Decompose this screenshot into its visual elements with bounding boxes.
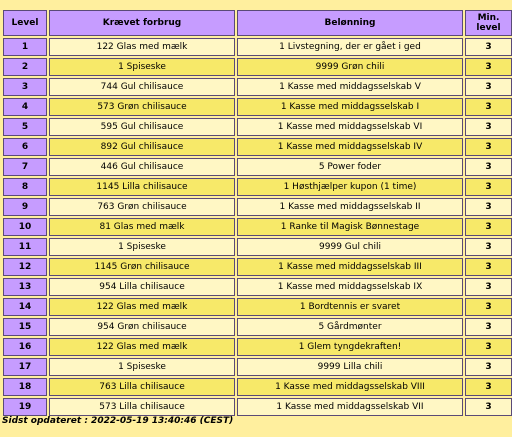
- min-level-cell: 3: [465, 258, 512, 276]
- table-body: [3, 38, 512, 416]
- min-level-cell: 3: [465, 78, 512, 96]
- min-level-cell: 3: [465, 278, 512, 296]
- level-cell: 12: [3, 258, 47, 276]
- table-row: [3, 238, 512, 256]
- level-cell: 11: [3, 238, 47, 256]
- level-cell: 1: [3, 38, 47, 56]
- table-row: [3, 358, 512, 376]
- min-level-cell: 3: [465, 298, 512, 316]
- requirement-cell: 573 Grøn chilisauce: [49, 98, 235, 116]
- reward-cell: 1 Kasse med middagsselskab IX: [237, 278, 463, 296]
- table-row: [3, 198, 512, 216]
- requirement-cell: 1 Spiseske: [49, 238, 235, 256]
- requirement-cell: 122 Glas med mælk: [49, 298, 235, 316]
- reward-cell: 1 Kasse med middagsselskab VII: [237, 398, 463, 416]
- table-row: [3, 258, 512, 276]
- requirement-cell: 763 Grøn chilisauce: [49, 198, 235, 216]
- requirement-cell: 1145 Grøn chilisauce: [49, 258, 235, 276]
- reward-cell: 5 Power foder: [237, 158, 463, 176]
- reward-cell: 1 Livstegning, der er gået i ged: [237, 38, 463, 56]
- level-cell: 16: [3, 338, 47, 356]
- reward-cell: 9999 Gul chili: [237, 238, 463, 256]
- min-level-cell: 3: [465, 338, 512, 356]
- min-level-column-header: [465, 10, 512, 36]
- level-cell: 5: [3, 118, 47, 136]
- min-level-cell: 3: [465, 38, 512, 56]
- min-level-cell: 3: [465, 158, 512, 176]
- table-row: [3, 38, 512, 56]
- min-level-cell: 3: [465, 358, 512, 376]
- reward-cell: 1 Høsthjælper kupon (1 time): [237, 178, 463, 196]
- table-row: [3, 118, 512, 136]
- quest-table: [1, 8, 512, 418]
- reward-cell: 5 Gårdmønter: [237, 318, 463, 336]
- min-level-cell: 3: [465, 218, 512, 236]
- level-cell: 4: [3, 98, 47, 116]
- requirement-cell: 122 Glas med mælk: [49, 38, 235, 56]
- reward-cell: 1 Kasse med middagsselskab VIII: [237, 378, 463, 396]
- table-row: [3, 318, 512, 336]
- min-level-cell: 3: [465, 398, 512, 416]
- requirement-cell: 1 Spiseske: [49, 58, 235, 76]
- min-level-cell: 3: [465, 98, 512, 116]
- reward-cell: 9999 Grøn chili: [237, 58, 463, 76]
- level-cell: 17: [3, 358, 47, 376]
- min-level-cell: 3: [465, 238, 512, 256]
- level-cell: 2: [3, 58, 47, 76]
- table-row: [3, 98, 512, 116]
- table-row: [3, 138, 512, 156]
- reward-cell: 1 Bordtennis er svaret: [237, 298, 463, 316]
- reward-cell: 1 Kasse med middagsselskab II: [237, 198, 463, 216]
- reward-cell: 1 Kasse med middagsselskab I: [237, 98, 463, 116]
- min-level-cell: 3: [465, 178, 512, 196]
- reward-cell: 9999 Lilla chili: [237, 358, 463, 376]
- table-row: [3, 398, 512, 416]
- min-level-header-line2: level: [476, 23, 501, 33]
- requirement-cell: 573 Lilla chilisauce: [49, 398, 235, 416]
- table-row: [3, 378, 512, 396]
- reward-column-header: Belønning: [237, 10, 463, 36]
- reward-cell: 1 Kasse med middagsselskab IV: [237, 138, 463, 156]
- level-cell: 10: [3, 218, 47, 236]
- level-cell: 14: [3, 298, 47, 316]
- min-level-cell: 3: [465, 138, 512, 156]
- table-row: [3, 338, 512, 356]
- reward-cell: 1 Kasse med middagsselskab VI: [237, 118, 463, 136]
- level-cell: 19: [3, 398, 47, 416]
- last-updated-text: Sidst opdateret : 2022-05-19 13:40:46 (CEST): [2, 416, 234, 426]
- requirement-cell: 122 Glas med mælk: [49, 338, 235, 356]
- requirement-column-header: Krævet forbrug: [49, 10, 235, 36]
- requirement-cell: 446 Gul chilisauce: [49, 158, 235, 176]
- min-level-header-line1: Min.: [477, 13, 500, 23]
- level-cell: 9: [3, 198, 47, 216]
- min-level-cell: 3: [465, 118, 512, 136]
- reward-cell: 1 Ranke til Magisk Bønnestage: [237, 218, 463, 236]
- level-cell: 3: [3, 78, 47, 96]
- level-cell: 7: [3, 158, 47, 176]
- requirement-cell: 954 Grøn chilisauce: [49, 318, 235, 336]
- reward-cell: 1 Kasse med middagsselskab V: [237, 78, 463, 96]
- level-column-header: Level: [3, 10, 47, 36]
- requirement-cell: 1 Spiseske: [49, 358, 235, 376]
- table-row: [3, 178, 512, 196]
- min-level-cell: 3: [465, 58, 512, 76]
- requirement-cell: 595 Gul chilisauce: [49, 118, 235, 136]
- level-cell: 15: [3, 318, 47, 336]
- requirement-cell: 763 Lilla chilisauce: [49, 378, 235, 396]
- table-row: [3, 298, 512, 316]
- level-cell: 13: [3, 278, 47, 296]
- requirement-cell: 1145 Lilla chilisauce: [49, 178, 235, 196]
- table-row: [3, 158, 512, 176]
- reward-cell: 1 Glem tyngdekraften!: [237, 338, 463, 356]
- min-level-cell: 3: [465, 318, 512, 336]
- level-cell: 18: [3, 378, 47, 396]
- reward-cell: 1 Kasse med middagsselskab III: [237, 258, 463, 276]
- min-level-cell: 3: [465, 378, 512, 396]
- requirement-cell: 81 Glas med mælk: [49, 218, 235, 236]
- level-cell: 8: [3, 178, 47, 196]
- level-cell: 6: [3, 138, 47, 156]
- min-level-cell: 3: [465, 198, 512, 216]
- table-row: [3, 218, 512, 236]
- requirement-cell: 892 Gul chilisauce: [49, 138, 235, 156]
- table-row: [3, 78, 512, 96]
- header-row: [3, 10, 512, 36]
- requirement-cell: 744 Gul chilisauce: [49, 78, 235, 96]
- requirement-cell: 954 Lilla chilisauce: [49, 278, 235, 296]
- table-row: [3, 58, 512, 76]
- table-row: [3, 278, 512, 296]
